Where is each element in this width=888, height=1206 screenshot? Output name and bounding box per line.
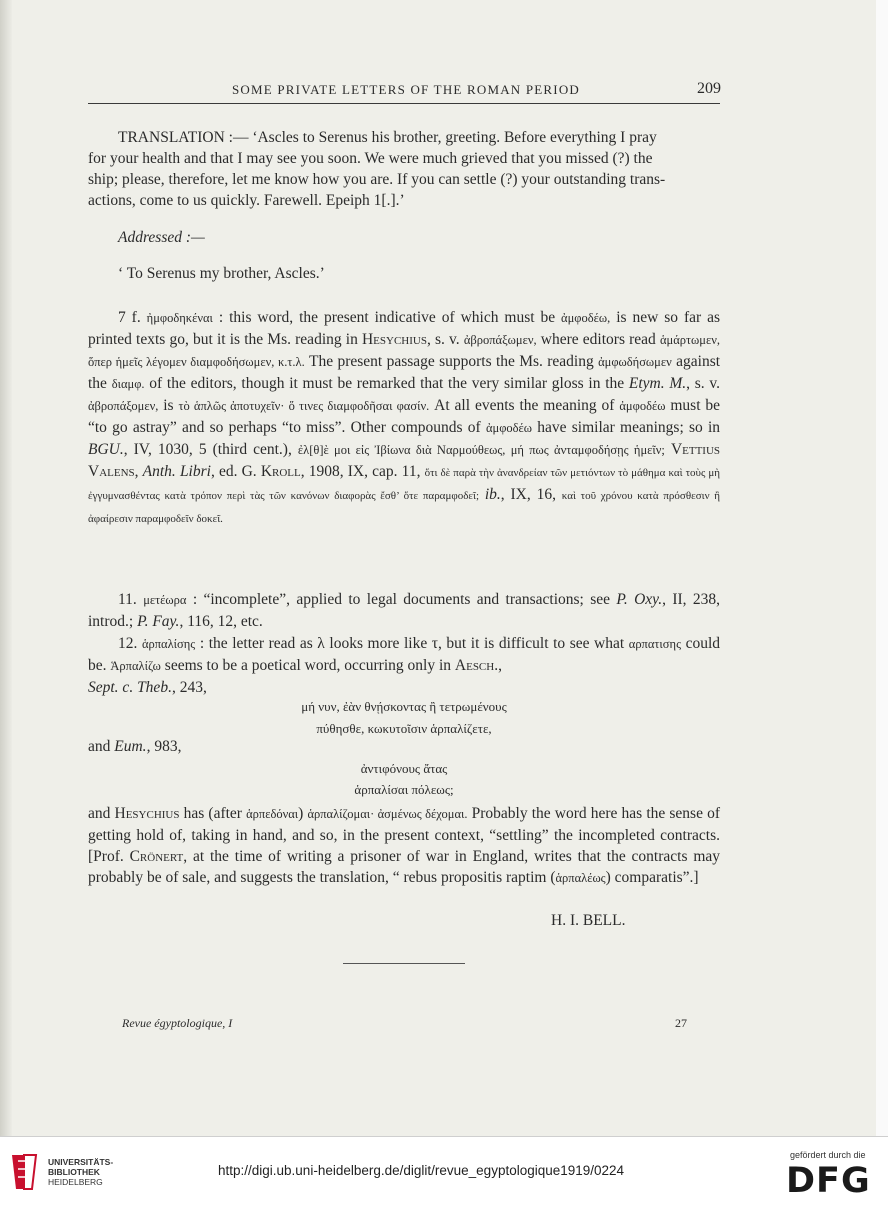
viewer-footer-bar (0, 1136, 888, 1206)
greek-text: ἁρπαλέως (555, 871, 606, 885)
signature-mark: 27 (675, 1016, 687, 1030)
note-text: : “incomplete”, applied to legal documents and transactions; see (192, 591, 611, 608)
note-ref: 12. (118, 635, 138, 652)
addressed-label: Addressed :— (118, 229, 205, 246)
note-text: , (134, 463, 139, 480)
translation-line: TRANSLATION :— ‘Ascles to Serenus his brother, greeting. Before everything I pray (118, 129, 657, 146)
note-7 (88, 307, 720, 530)
note-text: , at the time of writing a prisoner of war in England, writes that the contracts may probably be of sale, and suggests the translation, “ rebus propositis raptim ( (88, 848, 721, 886)
note-text: Probably the word here has the sense of getting hold of, taking in hand, and so, in the present context, “settling” the incompleted contracts. [Prof. (88, 805, 720, 865)
greek-text: ἐλ[θ]ὲ μοι εἰς Ἰβίωνα διὰ Ναρμούθεως, μή πως ἀνταμφοδήσῃς ἡμεῖν; (297, 443, 665, 457)
note-text: The present passage supports the Ms. reading (309, 353, 594, 370)
author-name: Aesch. (454, 657, 499, 674)
note-text: is (163, 397, 174, 414)
dfg-logo: DFG (786, 1161, 871, 1201)
note-text: : this word, the present indicative of which must be (218, 309, 556, 326)
note-ref: 11. (118, 591, 137, 608)
page-number: 209 (697, 80, 721, 97)
note-12-continued (88, 803, 720, 889)
work-title: P. Oxy. (616, 591, 663, 608)
translation-line: ship; please, therefore, let me know how you are. If you can settle (?) your outstanding trans- (88, 171, 666, 188)
note-text: and (88, 738, 111, 755)
greek-lemma: μετέωρα (143, 593, 187, 607)
greek-text: ἁρπαλίζομαι· ἀσμένως δέχομαι. (307, 807, 468, 821)
library-name (48, 1157, 113, 1187)
note-text: ) comparatis”.] (605, 869, 699, 886)
library-name-line: BIBLIOTHEK (48, 1167, 100, 1177)
greek-text: ἀβροπάξομεν, (88, 399, 159, 413)
note-text: , s. v. (686, 375, 721, 392)
note-text: is new so far as printed texts go, but it is the Ms. reading in (88, 309, 721, 348)
author-name: Crönert (129, 848, 184, 865)
verse-line: πύθησθε, κωκυτοῖσιν ἁρπαλίζετε, (316, 721, 492, 736)
page-spine-shadow (0, 0, 12, 1136)
note-text: , ed. G. (210, 463, 257, 480)
author-name: Hesychius (114, 805, 180, 822)
note-text: where editors read (540, 331, 656, 348)
greek-text: ἁρπεδόναι (246, 807, 299, 821)
work-title: Sept. c. Theb. (88, 679, 172, 696)
work-title: Eum. (114, 738, 147, 755)
page-edge (876, 0, 888, 1136)
note-text: and (88, 805, 111, 822)
note-text: have similar meanings; so in (537, 419, 721, 436)
greek-text: ἀμφοδέω, (561, 311, 611, 325)
note-text: , s. v. (426, 331, 460, 348)
note-text: , 983, (146, 738, 182, 755)
greek-text: τὸ ἁπλῶς ἀποτυχεῖν· ὅ τινες διαμφοδῆσαι φασίν. (178, 399, 430, 413)
note-12 (88, 633, 720, 698)
header-rule (88, 103, 720, 104)
note-text: seems to be a poetical word, occurring only in (164, 657, 452, 674)
note-text: , IV, 1030, 5 (third cent.), (123, 441, 292, 458)
greek-text: ὅτι δὲ παρὰ τὴν ἀνανδρείαν τῶν μετιόντων τὸ μάθημα καὶ τοὺς μὴ ἐγγυμνασθέντας κατὰ τρόπον περὶ τὰς τῶν κανόνων διαφορὰς ἔσθ’ ὅτε παραμφοδεῖ; (88, 467, 721, 502)
note-text: must be “to go astray” and so perhaps “to miss”. Other compounds of (88, 397, 721, 436)
note-text: , 243, (171, 679, 207, 696)
note-text: , 116, 12, etc. (179, 613, 263, 630)
work-title: Etym. M. (628, 375, 687, 392)
greek-text: Ἁρπαλίζω (110, 659, 161, 673)
translation-line: actions, come to us quickly. Farewell. Epeiph 1[.].’ (88, 192, 405, 209)
greek-lemma: ἁρπαλίσης (141, 637, 196, 651)
library-name-line: UNIVERSITÄTS- (48, 1157, 114, 1167)
note-text: ) (298, 805, 304, 822)
greek-text: ἁμάρτωμεν, ὅπερ ἡμεῖς λέγομεν διαμφοδήσωμεν, κ.τ.λ. (88, 333, 720, 369)
note-text: , IX, 16, (500, 486, 556, 503)
note-text: against the (88, 353, 721, 392)
translation-block (88, 127, 720, 211)
author-signature: H. I. BELL. (551, 912, 626, 929)
verse-line: μή νυν, ἐὰν θνῄσκοντας ἢ τετρωμένους (301, 699, 507, 714)
funding-note: gefördert durch die (790, 1150, 866, 1160)
note-text: , 1908, IX, cap. 11, (300, 463, 421, 480)
note-text: could be. (88, 635, 721, 674)
work-title: ib. (484, 486, 501, 503)
greek-text: ἀμφωδήσωμεν (598, 355, 672, 369)
journal-footer: Revue égyptologique, I (122, 1016, 233, 1030)
greek-text: καὶ τοῦ χρόνου κατὰ πρόσθεσιν ἢ ἀφαίρεσιν παραμφοδεῖν δοκεῖ. (88, 490, 721, 525)
work-title: P. Fay. (137, 613, 180, 630)
permalink-url[interactable]: http://digi.ub.uni-heidelberg.de/diglit/revue_egyptologique1919/0224 (218, 1163, 625, 1178)
greek-lemma: ἠμφοδηκέναι (146, 311, 213, 325)
note-text: At all events the meaning of (434, 397, 615, 414)
note-text: , (498, 657, 502, 674)
library-name-line: HEIDELBERG (48, 1177, 103, 1187)
author-name: Hesychius (361, 331, 427, 348)
note-ref: 7 f. (118, 309, 141, 326)
work-title: BGU. (88, 441, 124, 458)
greek-text: ἀβροπάξωμεν, (463, 333, 537, 347)
eumenides-ref (88, 738, 181, 756)
note-11 (88, 589, 720, 632)
running-title: SOME PRIVATE LETTERS OF THE ROMAN PERIOD (232, 82, 580, 97)
author-name: Kroll (260, 463, 301, 480)
greek-text: ἀμφοδέω (485, 421, 533, 435)
verse-line: ἁρπαλίσαι πόλεως; (354, 782, 454, 797)
closing-rule (343, 963, 465, 964)
note-text: of the editors, though it must be remarked that the very similar gloss in the (149, 375, 625, 392)
greek-text: ἀμφοδέω (619, 399, 666, 413)
greek-text: διαμφ. (111, 377, 145, 391)
translation-line: for your health and that I may see you soon. We were much grieved that you missed (?) the (88, 150, 653, 167)
note-text: has (after (183, 805, 242, 822)
author-name: Vettius Valens (88, 441, 721, 480)
university-library-logo-icon (8, 1151, 40, 1193)
address-text: ‘ To Serenus my brother, Ascles.’ (118, 265, 325, 282)
note-text: , II, 238, introd.; (88, 591, 721, 630)
work-title: Anth. Libri (142, 463, 211, 480)
note-text: : the letter read as λ looks more like τ, but it is difficult to see what (199, 635, 625, 652)
greek-text: αρπατισης (628, 637, 682, 651)
verse-line: ἀντιφόνους ἄτας (360, 761, 448, 776)
